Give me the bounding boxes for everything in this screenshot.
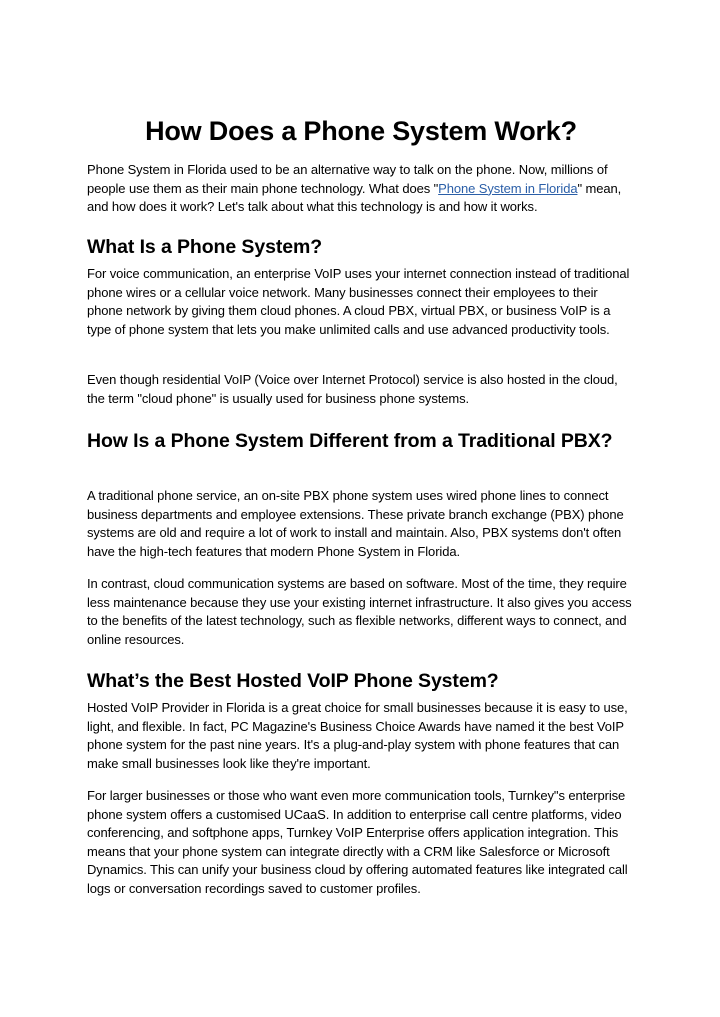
section-heading-what-is: What Is a Phone System? [87, 236, 323, 258]
intro-text-before-link: Phone System in Florida used to be an alternative way to talk on the phone. Now, millions of people use them as their main phone technology. What does " [87, 162, 608, 196]
section-heading-different-from-pbx: How Is a Phone System Different from a Traditional PBX? [87, 430, 613, 452]
phone-system-florida-link[interactable]: Phone System in Florida [438, 180, 578, 196]
section-pbx-paragraph-1: A traditional phone service, an on-site PBX phone system uses wired phone lines to connect business departments and employee extensions. These private branch exchange (PBX) phone systems are old and require a lot of work to install and maintain. Also, PBX systems don't often have the high-tech features that modern Phone System in Florida. [87, 488, 624, 559]
section-what-is-paragraph-1: For voice communication, an enterprise VoIP uses your internet connection instead of traditional phone wires or a cellular voice network. Many businesses connect their employees to their phone network by giving them cloud phones. A cloud PBX, virtual PBX, or business VoIP is a type of phone system that lets you make unlimited calls and use advanced productivity tools. [87, 266, 630, 337]
intro-text-after-link: " mean, and how does it work? Let's talk about what this technology is and how it works. [87, 180, 622, 214]
page-title: How Does a Phone System Work? [145, 116, 577, 146]
section-pbx-paragraph-2: In contrast, cloud communication systems are based on software. Most of the time, they require less maintenance because they use your existing internet infrastructure. It also gives you access to the benefits of the latest technology, such as flexible networks, different ways to connect, and online resources. [87, 576, 632, 647]
section-best-voip-paragraph-2: For larger businesses or those who want even more communication tools, Turnkey"s enterprise phone system offers a customised UCaaS. In addition to enterprise call centre platforms, video conferencing, and softphone apps, Turnkey VoIP Enterprise offers application integration. This means that your phone system can integrate directly with a CRM like Salesforce or Microsoft Dynamics. This can unify your business cloud by offering automated features like integrated call logs or conversation recordings saved to customer profiles. [87, 788, 628, 896]
section-best-voip-paragraph-1: Hosted VoIP Provider in Florida is a great choice for small businesses because it is easy to use, light, and flexible. In fact, PC Magazine's Business Choice Awards have named it the best VoIP phone system for the past nine years. It's a plug-and-play system with phone features that can make small businesses look like they're important. [87, 700, 628, 771]
section-heading-best-hosted-voip: What’s the Best Hosted VoIP Phone System? [87, 670, 499, 692]
intro-paragraph [87, 161, 635, 217]
section-what-is-paragraph-2: Even though residential VoIP (Voice over Internet Protocol) service is also hosted in the cloud, the term "cloud phone" is usually used for business phone systems. [87, 372, 618, 406]
